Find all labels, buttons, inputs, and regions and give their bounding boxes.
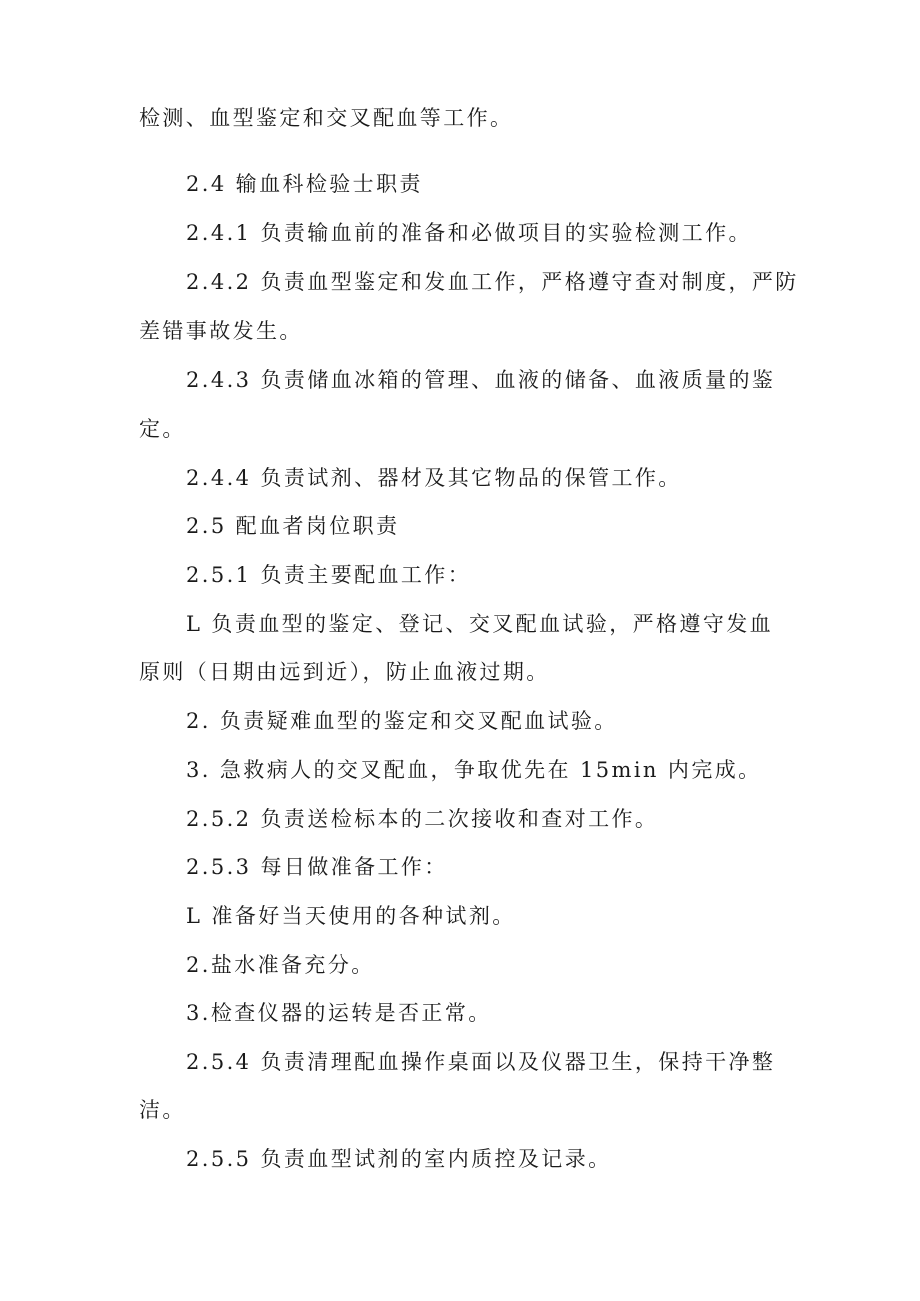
sub-item-2: 2. 负责疑难血型的鉴定和交叉配血试验。 [186,709,618,733]
text-line-continuation: 检测、血型鉴定和交叉配血等工作。 [139,106,514,130]
sub-item-3: 3. 急救病人的交叉配血，争取优先在 15min 内完成。 [186,758,762,782]
item-2-5-1: 2.5.1 负责主要配血工作： [186,563,472,587]
prep-item-2: 2.盐水准备充分。 [186,953,375,977]
item-2-5-4: 2.5.4 负责清理配血操作桌面以及仪器卫生，保持干净整 [186,1050,776,1074]
item-2-5-2: 2.5.2 负责送检标本的二次接收和查对工作。 [186,807,659,831]
item-2-4-3-cont: 定。 [139,417,186,441]
item-2-5-5: 2.5.5 负责血型试剂的室内质控及记录。 [186,1147,612,1171]
item-2-4-2-cont: 差错事故发生。 [139,319,303,343]
prep-item-3: 3.检查仪器的运转是否正常。 [186,1001,492,1025]
item-2-4-2: 2.4.2 负责血型鉴定和发血工作，严格遵守查对制度，严防 [186,270,799,294]
item-2-4-4: 2.4.4 负责试剂、器材及其它物品的保管工作。 [186,466,682,490]
sub-item-1: L 负责血型的鉴定、登记、交叉配血试验，严格遵守发血 [186,612,774,636]
item-2-4-3: 2.4.3 负责储血冰箱的管理、血液的储备、血液质量的鉴 [186,368,776,392]
item-2-5-3: 2.5.3 每日做准备工作： [186,855,448,879]
prep-item-1: L 准备好当天使用的各种试剂。 [186,904,516,928]
section-heading-2-5: 2.5 配血者岗位职责 [186,514,400,538]
item-2-5-4-cont: 洁。 [139,1098,186,1122]
section-heading-2-4: 2.4 输血科检验士职责 [186,172,423,196]
sub-item-1-cont: 原则（日期由远到近），防止血液过期。 [139,660,550,684]
item-2-4-1: 2.4.1 负责输血前的准备和必做项目的实验检测工作。 [186,221,752,245]
